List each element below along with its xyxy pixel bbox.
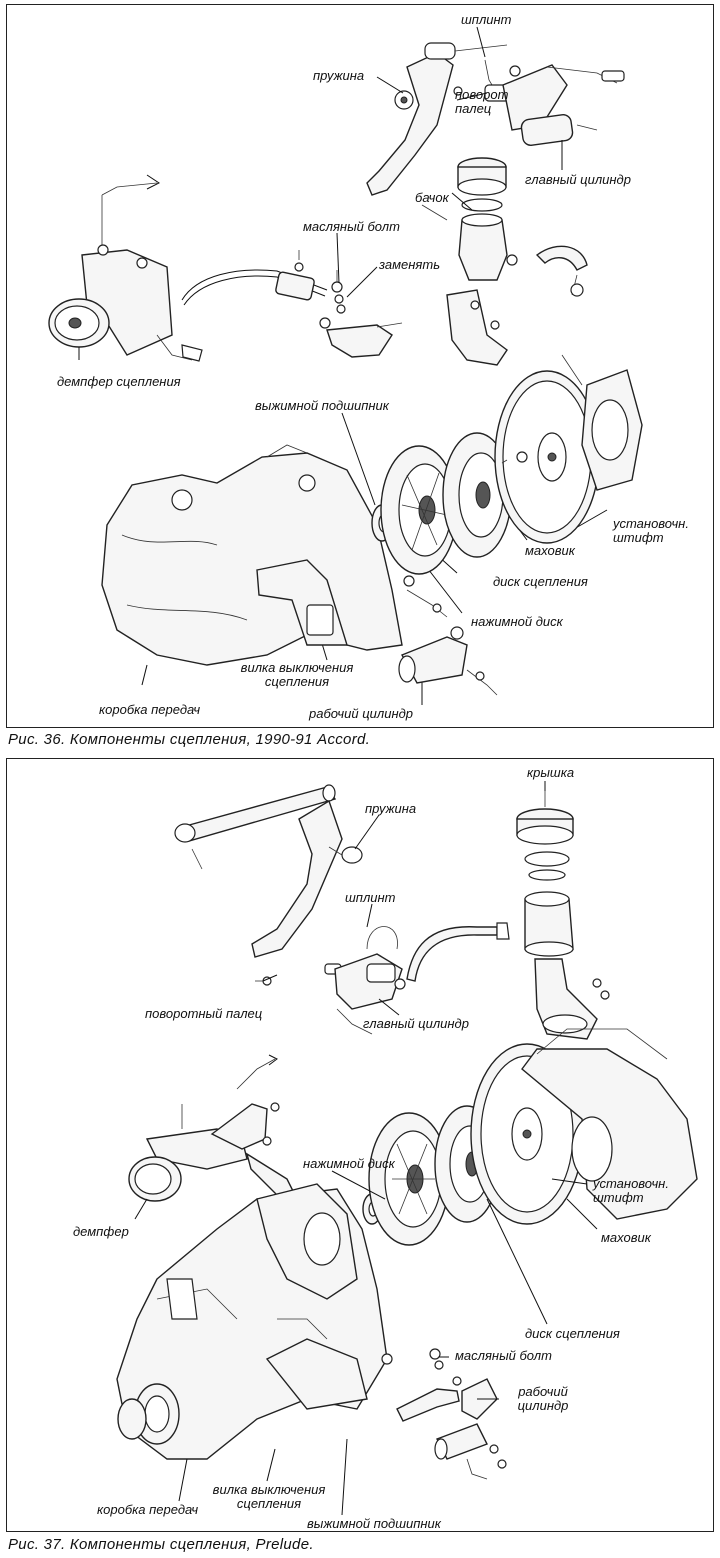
flywheel-drawing xyxy=(495,371,599,543)
label-release-fork-line1: вилка выключения xyxy=(240,660,354,675)
label-flywheel: маховик xyxy=(525,543,575,558)
label-master-cylinder: главный цилиндр xyxy=(525,172,631,187)
clutch-pipe-drawing xyxy=(182,250,327,305)
label-banjo-bolt: масляный болт xyxy=(455,1348,552,1363)
label-dowel-pin-line2: штифт xyxy=(613,530,664,545)
label-cap: крышка xyxy=(527,765,575,780)
label-clutch-disc: диск сцепления xyxy=(525,1326,620,1341)
label-release-fork-line2: сцепления xyxy=(264,674,330,689)
label-pressure-plate: нажимной диск xyxy=(303,1156,395,1171)
transmission-drawing xyxy=(102,445,402,665)
label-slave-cylinder: рабочий цилиндр xyxy=(309,706,414,721)
label-slave-cylinder-line2: цилиндр xyxy=(517,1398,569,1413)
label-damper: демпфер xyxy=(73,1224,129,1239)
label-spring: пружина xyxy=(365,801,417,816)
label-master-cylinder: главный цилиндр xyxy=(363,1016,469,1031)
figure-37-panel xyxy=(6,758,714,1532)
label-release-bearing: выжимной подшипник xyxy=(307,1516,441,1531)
label-clutch-disc: диск сцепления xyxy=(493,574,588,589)
label-reservoir: бачок xyxy=(415,190,449,205)
label-dowel-pin-line2: штифт xyxy=(593,1190,644,1205)
label-release-fork-line2: сцепления xyxy=(236,1496,302,1511)
label-dowel-pin-line1: установочн. xyxy=(593,1176,669,1191)
reservoir-bracket-drawing xyxy=(447,290,507,365)
clutch-damper-drawing xyxy=(49,175,202,361)
damper-drawing xyxy=(129,1055,297,1205)
reservoir-drawing xyxy=(517,789,573,956)
label-release-bearing: выжимной подшипник xyxy=(255,398,389,413)
master-cylinder-drawing xyxy=(503,65,624,146)
label-transmission: коробка передач xyxy=(97,1502,199,1517)
label-clutch-damper: демпфер сцепления xyxy=(57,374,181,389)
clutch-pedal-drawing xyxy=(175,785,342,957)
reservoir-bracket-drawing xyxy=(535,959,609,1039)
slave-cylinder-drawing xyxy=(399,576,497,695)
slave-cylinder-drawing xyxy=(397,1349,506,1479)
transmission-drawing xyxy=(117,1184,392,1459)
label-dowel-pin-line1: установочн. xyxy=(613,516,689,531)
label-pivot-pin-line1: поворот xyxy=(455,87,509,102)
label-splint: шплинт xyxy=(461,12,512,27)
label-spring: пружина xyxy=(313,68,365,83)
label-transmission: коробка передач xyxy=(99,702,201,717)
figure-37-drawing xyxy=(7,759,713,1531)
label-pivot-pin: поворотный палец xyxy=(145,1006,263,1021)
label-flywheel: маховик xyxy=(601,1230,651,1245)
label-banjo-bolt: масляный болт xyxy=(303,219,400,234)
figure-37-caption: Рис. 37. Компоненты сцепления, Prelude. xyxy=(8,1536,314,1553)
figure-36-drawing xyxy=(7,5,713,727)
figure-36-panel xyxy=(6,4,714,728)
label-replace: заменять xyxy=(379,257,441,272)
figure-36-caption: Рис. 36. Компоненты сцепления, 1990-91 Accord. xyxy=(8,731,371,748)
label-splint: шплинт xyxy=(345,890,396,905)
label-pivot-pin-line2: палец xyxy=(455,101,492,116)
reservoir-hose-drawing xyxy=(537,246,587,296)
label-release-fork-line1: вилка выключения xyxy=(212,1482,326,1497)
label-slave-cylinder-line1: рабочий xyxy=(518,1384,568,1399)
reservoir-hose-drawing xyxy=(407,923,509,981)
label-pressure-plate: нажимной диск xyxy=(471,614,563,629)
